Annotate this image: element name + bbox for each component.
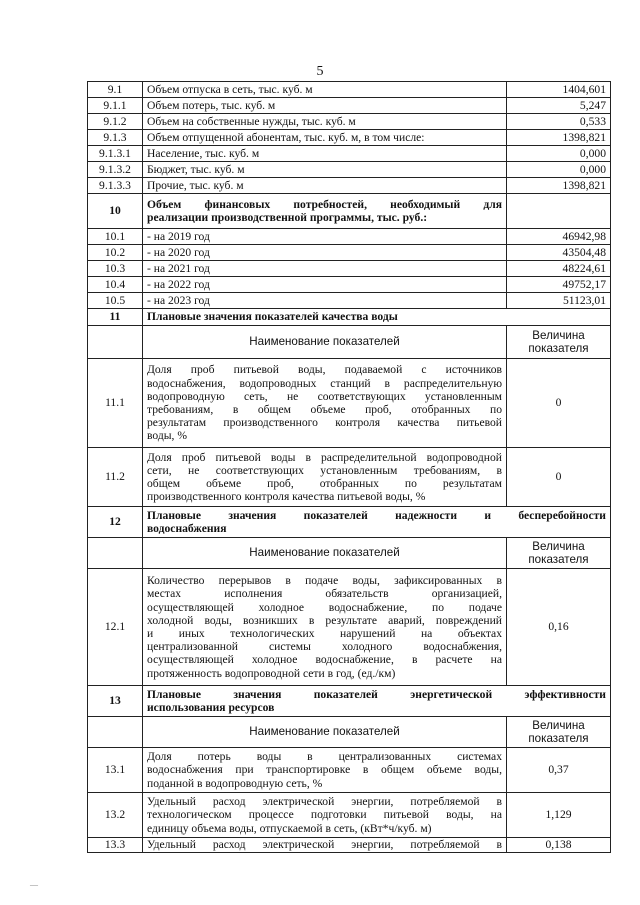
table-row [88, 277, 611, 293]
row-value: 1404,601 [507, 82, 611, 98]
section-title-line: реализации производственной программы, тыс. руб.: [147, 211, 428, 224]
indicator-name-header: Наименование показателей [143, 717, 507, 748]
row-text [143, 748, 507, 793]
row-value: 46942,98 [507, 229, 611, 245]
row-text [143, 448, 507, 507]
row-value: 0,000 [507, 162, 611, 178]
page-number: 5 [316, 64, 324, 79]
text-line: местах исполнения обязательств организацией, [147, 587, 502, 601]
row-number: 13.1 [88, 748, 143, 793]
indicator-name-header: Наименование показателей [143, 538, 507, 569]
section-number: 10 [88, 194, 143, 229]
text-line: общем объеме проб, отобранных по результатам [147, 477, 502, 490]
table-row [88, 793, 611, 838]
section-title-line: Плановые значения показателей энергетической эффективности [147, 687, 606, 701]
row-value: 5,247 [507, 98, 611, 114]
row-number: 9.1.3.2 [88, 162, 143, 178]
row-number: 12.1 [88, 569, 143, 686]
row-text [143, 838, 507, 853]
indicator-name-header: Наименование показателей [143, 326, 507, 359]
text-line: протяженность водопроводной сети в год, (ед./км) [147, 666, 396, 680]
indicator-header-row [88, 538, 611, 569]
section-row-12 [88, 507, 611, 538]
row-value: 0 [507, 448, 611, 507]
table-row [88, 146, 611, 162]
table-row [88, 229, 611, 245]
indicator-value-header [507, 326, 611, 359]
row-number: 10.3 [88, 261, 143, 277]
text-line: технологическом процессе подготовки питьевой воды, на [147, 808, 502, 822]
row-value: 0,138 [507, 838, 611, 853]
table-row [88, 245, 611, 261]
row-text: Прочие, тыс. куб. м [143, 178, 507, 194]
table-row [88, 261, 611, 277]
table-row [88, 130, 611, 146]
text-line: централизованной системы холодного водоснабжения, [147, 640, 502, 654]
margin-mark: — [30, 880, 38, 889]
row-value: 51123,01 [507, 293, 611, 309]
text-line: Удельный расход электрической энергии, потребляемой в [147, 795, 502, 809]
row-text [143, 569, 507, 686]
row-text: Население, тыс. куб. м [143, 146, 507, 162]
section-title-line: использования ресурсов [147, 701, 275, 714]
table-row [88, 114, 611, 130]
section-title [143, 194, 507, 229]
row-text: Объем отпущенной абонентам, тыс. куб. м, в том числе: [143, 130, 507, 146]
indicator-header-row [88, 326, 611, 359]
header-line: Величина [532, 328, 585, 342]
row-number: 11.2 [88, 448, 143, 507]
row-number: 10.4 [88, 277, 143, 293]
section-number: 13 [88, 686, 143, 717]
table-row [88, 448, 611, 507]
text-line: Доля потерь воды в централизованных системах [147, 750, 502, 764]
row-number: 10.5 [88, 293, 143, 309]
header-line: показателя [528, 553, 589, 566]
section-title [143, 507, 611, 538]
empty-cell [88, 717, 143, 748]
row-value: 0,533 [507, 114, 611, 130]
row-value: 1398,821 [507, 130, 611, 146]
text-line: производственного контроля качества питьевой воды, % [147, 490, 426, 504]
row-value: 0 [507, 359, 611, 448]
row-text: - на 2020 год [143, 245, 507, 261]
row-number: 9.1 [88, 82, 143, 98]
header-line: Величина [532, 718, 585, 732]
table-row [88, 162, 611, 178]
section-row-11 [88, 309, 611, 326]
text-line: результатам производственного контроля качества питьевой [147, 416, 502, 430]
table-row [88, 98, 611, 114]
row-value: 49752,17 [507, 277, 611, 293]
text-line: и иных технологических нарушений на объектах [147, 627, 502, 640]
text-line: осуществляющей холодное водоснабжение, по подаче [147, 600, 502, 614]
section-title-line: Плановые значения показателей надежности и бесперебойности [147, 508, 606, 522]
section-title: Плановые значения показателей качества воды [143, 309, 611, 326]
row-text: Бюджет, тыс. куб. м [143, 162, 507, 178]
row-number: 9.1.3 [88, 130, 143, 146]
row-number: 9.1.3.3 [88, 178, 143, 194]
row-text: Объем на собственные нужды, тыс. куб. м [143, 114, 507, 130]
program-table [87, 81, 611, 853]
text-line: Доля проб питьевой воды, подаваемой с источников [147, 363, 502, 377]
table-row [88, 178, 611, 194]
text-line: водопроводную сеть, не соответствующих установленным [147, 389, 502, 403]
text-line: холодной воды, возникших в результате аварий, повреждений [147, 613, 502, 627]
section-number: 11 [88, 309, 143, 326]
text-line: осуществляющей холодное водоснабжение, в расчете на [147, 653, 502, 667]
row-number: 9.1.1 [88, 98, 143, 114]
row-value: 43504,48 [507, 245, 611, 261]
row-value: 48224,61 [507, 261, 611, 277]
empty-cell [88, 326, 143, 359]
text-line: Удельный расход электрической энергии, потребляемой в [147, 838, 502, 852]
table-row [88, 82, 611, 98]
text-line: водоснабжения при транспортировке в общем объеме воды, [147, 763, 502, 777]
text-line: единицу объема воды, отпускаемой в сеть, (кВт*ч/куб. м) [147, 821, 432, 835]
empty-cell [88, 538, 143, 569]
row-value: 1,129 [507, 793, 611, 838]
table-row [88, 293, 611, 309]
empty-cell [507, 194, 611, 229]
text-line: требованиям, в общем объеме проб, отобранных по [147, 403, 502, 416]
indicator-value-header [507, 717, 611, 748]
header-line: показателя [528, 732, 589, 745]
row-value: 0,37 [507, 748, 611, 793]
table-row [88, 748, 611, 793]
row-value: 0,16 [507, 569, 611, 686]
text-line: водоснабжения, водопроводных станций в распределительную [147, 376, 502, 390]
text-line: сети, не соответствующих установленным требованиям, в [147, 463, 502, 477]
section-title-line: водоснабжения [147, 522, 227, 535]
row-text [143, 793, 507, 838]
row-number: 10.2 [88, 245, 143, 261]
text-line: Доля проб питьевой воды в распределительной водопроводной [147, 450, 502, 464]
section-title-line: Объем финансовых потребностей, необходимый для [147, 197, 502, 211]
text-line: воды, % [147, 429, 188, 443]
row-number: 9.1.3.1 [88, 146, 143, 162]
text-line: Количество перерывов в подаче воды, зафиксированных в [147, 574, 502, 588]
row-number: 11.1 [88, 359, 143, 448]
row-value: 1398,821 [507, 178, 611, 194]
text-line: поданной в водопроводную сеть, % [147, 776, 323, 790]
indicator-value-header [507, 538, 611, 569]
table-row [88, 359, 611, 448]
row-text: Объем потерь, тыс. куб. м [143, 98, 507, 114]
section-title [143, 686, 611, 717]
section-number: 12 [88, 507, 143, 538]
row-text: - на 2022 год [143, 277, 507, 293]
row-text: - на 2019 год [143, 229, 507, 245]
row-value: 0,000 [507, 146, 611, 162]
row-number: 9.1.2 [88, 114, 143, 130]
row-text: Объем отпуска в сеть, тыс. куб. м [143, 82, 507, 98]
table-row [88, 569, 611, 686]
indicator-header-row [88, 717, 611, 748]
row-number: 13.3 [88, 838, 143, 853]
row-text: - на 2023 год [143, 293, 507, 309]
row-text [143, 359, 507, 448]
header-line: Величина [532, 539, 585, 553]
table-row [88, 838, 611, 853]
section-row-13 [88, 686, 611, 717]
row-number: 10.1 [88, 229, 143, 245]
row-text: - на 2021 год [143, 261, 507, 277]
header-line: показателя [528, 342, 589, 355]
section-row-10 [88, 194, 611, 229]
row-number: 13.2 [88, 793, 143, 838]
